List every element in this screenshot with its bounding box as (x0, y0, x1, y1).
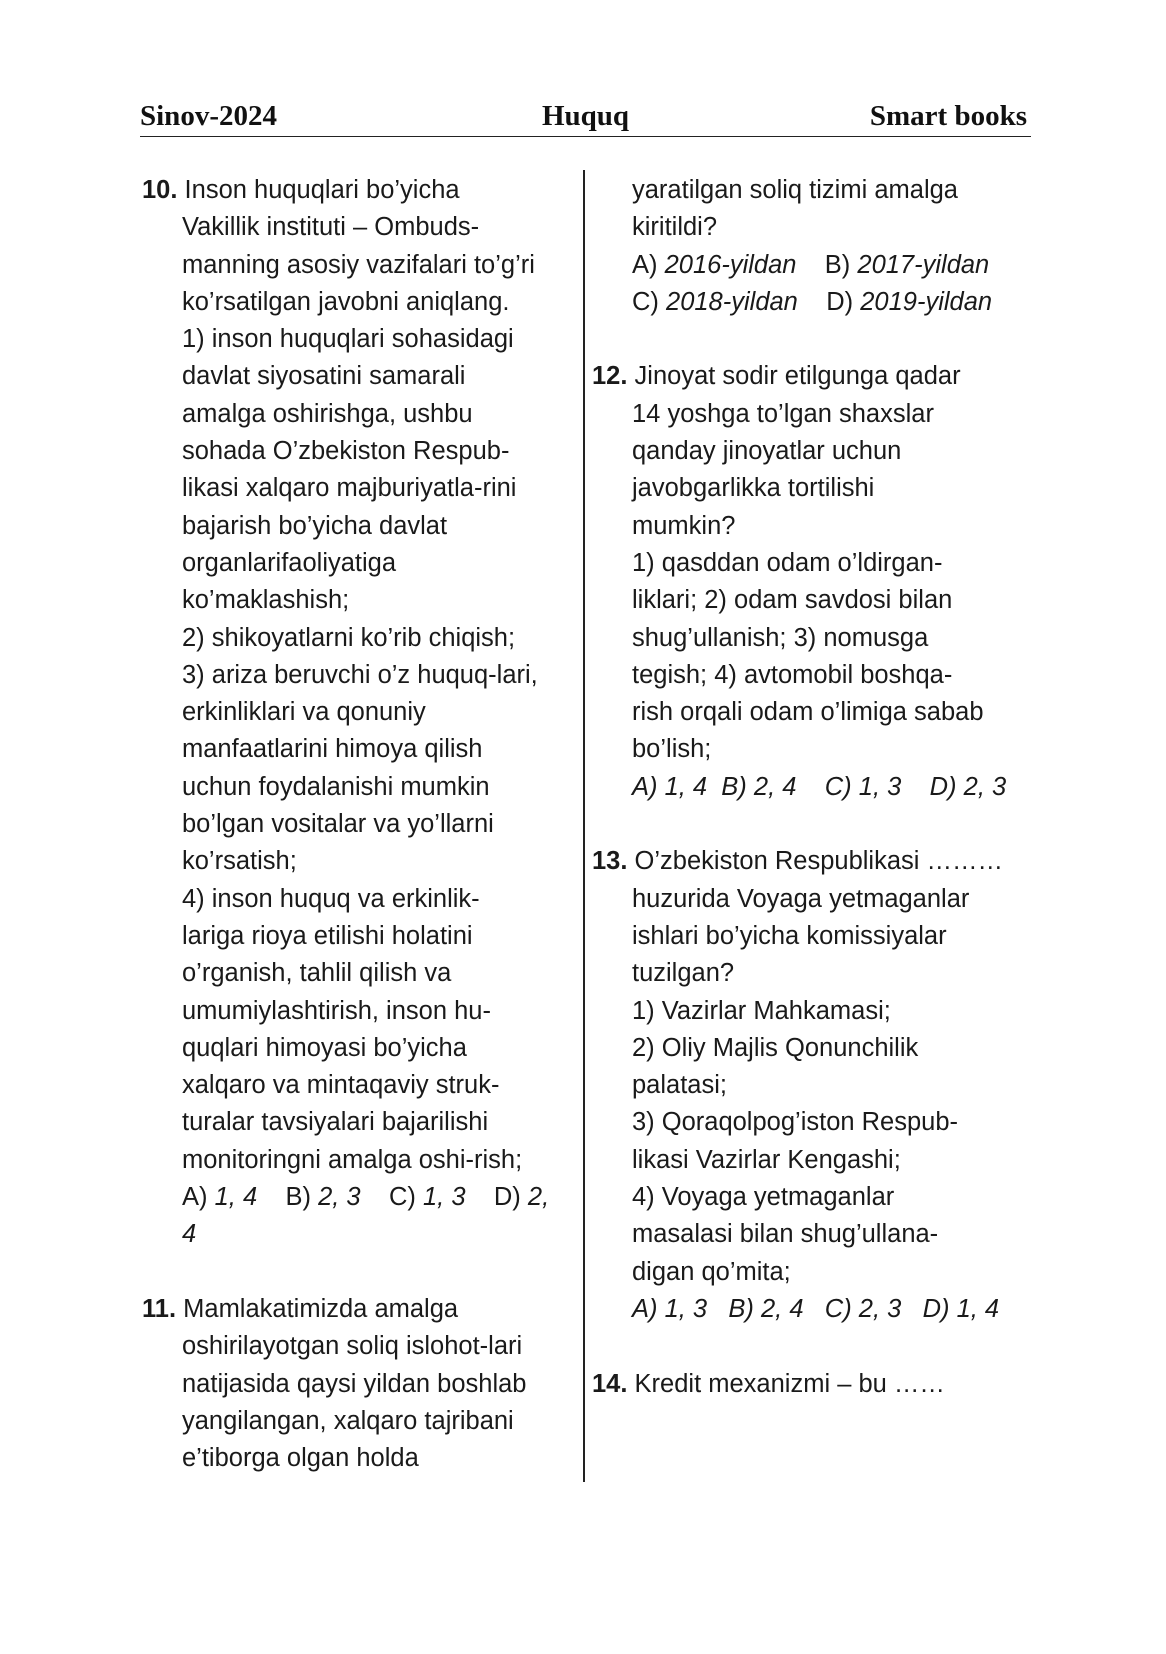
answer-b: 2017-yildan (857, 250, 990, 279)
answer-b: B) 2, 4 (721, 772, 797, 801)
option-line: monitoringni amalga oshi-rish; (182, 1145, 523, 1174)
question-text-line: tuzilgan? (632, 959, 735, 988)
answer-c: C) 2, 3 (824, 1294, 902, 1323)
option-line: 2) shikoyatlarni ko’rib chiqish; (182, 623, 516, 652)
question-number: 10. (142, 176, 178, 204)
question-text-line: Jinoyat sodir etilgunga qadar (634, 362, 961, 391)
option-line: o’rganish, tahlil qilish va (182, 959, 452, 988)
option-line: amalga oshirishga, ushbu (182, 399, 473, 428)
option-line: 1) inson huquqlari sohasidagi (182, 325, 514, 354)
option-line: 1) Vazirlar Mahkamasi; (632, 996, 891, 1025)
answer-b-label: B) (285, 1183, 311, 1212)
question-text-line: Vakillik instituti – Ombuds- (182, 213, 480, 242)
question-11-continued (592, 172, 1037, 321)
option-line: bajarish bo’yicha davlat (182, 511, 448, 540)
answer-a: A) 1, 3 (632, 1294, 708, 1323)
question-text-line: 14 yoshga to’lgan shaxslar (632, 399, 934, 428)
question-number: 11. (142, 1294, 177, 1323)
option-line: 4) inson huquq va erkinlik- (182, 884, 480, 913)
question-12 (592, 358, 1037, 806)
question-11 (142, 1291, 577, 1477)
answer-c: C) 1, 3 (824, 772, 902, 801)
question-text-line: Inson huquqlari bo’yicha (184, 176, 460, 204)
option-line: likasi Vazirlar Kengashi; (632, 1145, 901, 1174)
left-column (142, 172, 577, 1477)
question-text-line: kiritildi? (632, 213, 718, 242)
question-number: 13. (592, 847, 628, 876)
option-line: rish orqali odam o’limiga sabab (632, 698, 984, 727)
answer-d: 2019-yildan (860, 287, 993, 316)
option-line: erkinliklari va qonuniy (182, 698, 426, 727)
answer-b: 2, 3 (318, 1183, 361, 1212)
question-text-line: qanday jinoyatlar uchun (632, 437, 902, 466)
option-line: sohada O’zbekiston Respub- (182, 437, 510, 466)
question-text-line: javobgarlikka tortilishi (632, 474, 875, 503)
answer-a: 1, 4 (214, 1183, 258, 1212)
answer-a: 2016-yildan (664, 250, 797, 279)
answer-c-label: C) (388, 1183, 416, 1212)
answer-b: B) 2, 4 (728, 1294, 804, 1323)
answer-a: A) 1, 4 (632, 772, 708, 801)
option-line: turalar tavsiyalari bajarilishi (182, 1108, 489, 1137)
question-text-line: e’tiborga olgan holda (182, 1444, 419, 1473)
option-line: organlarifaoliyatiga (182, 548, 397, 577)
option-line: umumiylashtirish, inson hu- (182, 996, 491, 1025)
option-line: uchun foydalanishi mumkin (182, 772, 490, 801)
answer-a-label: A) (182, 1183, 208, 1212)
answer-choices (592, 247, 1037, 284)
option-line: lariga rioya etilishi holatini (182, 921, 473, 950)
option-line: xalqaro va mintaqaviy struk- (182, 1071, 500, 1100)
question-text-line: ishlari bo’yicha komissiyalar (632, 921, 947, 950)
option-line: masalasi bilan shug’ullana- (632, 1220, 939, 1249)
question-number: 14. (592, 1369, 628, 1398)
option-line: davlat siyosatini samarali (182, 362, 466, 391)
answer-c: 1, 3 (422, 1183, 466, 1212)
answer-c-label: C) (632, 287, 659, 316)
option-line: likasi xalqaro majburiyatla-rini (182, 474, 517, 503)
question-text-line: Mamlakatimizda amalga (183, 1294, 459, 1323)
question-text-line: natijasida qaysi yildan boshlab (182, 1369, 527, 1398)
option-line: 3) Qoraqolpog’iston Respub- (632, 1108, 959, 1137)
header-test-name: Sinov-2024 (140, 100, 277, 132)
answer-choices (592, 769, 1037, 806)
answer-d: D) 1, 4 (922, 1294, 1000, 1323)
option-line: digan qo’mita; (632, 1257, 791, 1286)
answer-d-continued: 4 (182, 1220, 197, 1249)
column-divider (583, 170, 585, 1482)
option-line: 4) Voyaga yetmaganlar (632, 1183, 895, 1212)
answer-choices (592, 284, 1037, 321)
question-10 (142, 172, 577, 1254)
question-text-line: yaratilgan soliq tizimi amalga (632, 176, 958, 204)
page-header (140, 96, 1031, 137)
option-line: 1) qasddan odam o’ldirgan- (632, 548, 943, 577)
option-line: 3) ariza beruvchi o’z huquq-lari, (182, 660, 538, 689)
option-line: quqlari himoyasi bo’yicha (182, 1033, 467, 1062)
option-line: manfaatlarini himoya qilish (182, 735, 483, 764)
question-14 (592, 1366, 1037, 1403)
option-line: bo’lgan vositalar va yo’llarni (182, 810, 494, 839)
question-number: 12. (592, 362, 628, 391)
answer-d: 2, (527, 1183, 550, 1212)
option-line: 2) Oliy Majlis Qonunchilik (632, 1033, 919, 1062)
right-column (592, 172, 1037, 1403)
question-text-line: O’zbekiston Respublikasi ……… (634, 847, 1004, 876)
option-line: liklari; 2) odam savdosi bilan (632, 586, 953, 615)
answer-choices (592, 1291, 1037, 1328)
question-text-line: manning asosiy vazifalari to’g’ri (182, 250, 535, 279)
header-publisher: Smart books (869, 100, 1027, 132)
option-line: ko’maklashish; (182, 586, 350, 615)
header-subject: Huquq (541, 100, 630, 132)
option-line: palatasi; (632, 1071, 727, 1100)
answer-a-label: A) (632, 250, 658, 279)
option-line: tegish; 4) avtomobil boshqa- (632, 660, 953, 689)
answer-d: D) 2, 3 (929, 772, 1007, 801)
option-line: shug’ullanish; 3) nomusga (632, 623, 929, 652)
question-text-line: ko’rsatilgan javobni aniqlang. (182, 287, 510, 316)
question-text-line: mumkin? (632, 511, 736, 540)
question-text-line: Kredit mexanizmi – bu …… (634, 1369, 945, 1398)
question-13 (592, 843, 1037, 1328)
question-text-line: oshirilayotgan soliq islohot-lari (182, 1332, 523, 1361)
question-text-line: yangilangan, xalqaro tajribani (182, 1406, 514, 1435)
option-line: ko’rsatish; (182, 847, 297, 876)
answer-c: 2018-yildan (666, 287, 798, 316)
option-line: bo’lish; (632, 735, 712, 764)
answer-d-label: D) (493, 1183, 521, 1212)
answer-b-label: B) (824, 250, 851, 279)
question-text-line: huzurida Voyaga yetmaganlar (632, 884, 970, 913)
answer-d-label: D) (826, 287, 854, 316)
answer-choices (142, 1179, 577, 1216)
